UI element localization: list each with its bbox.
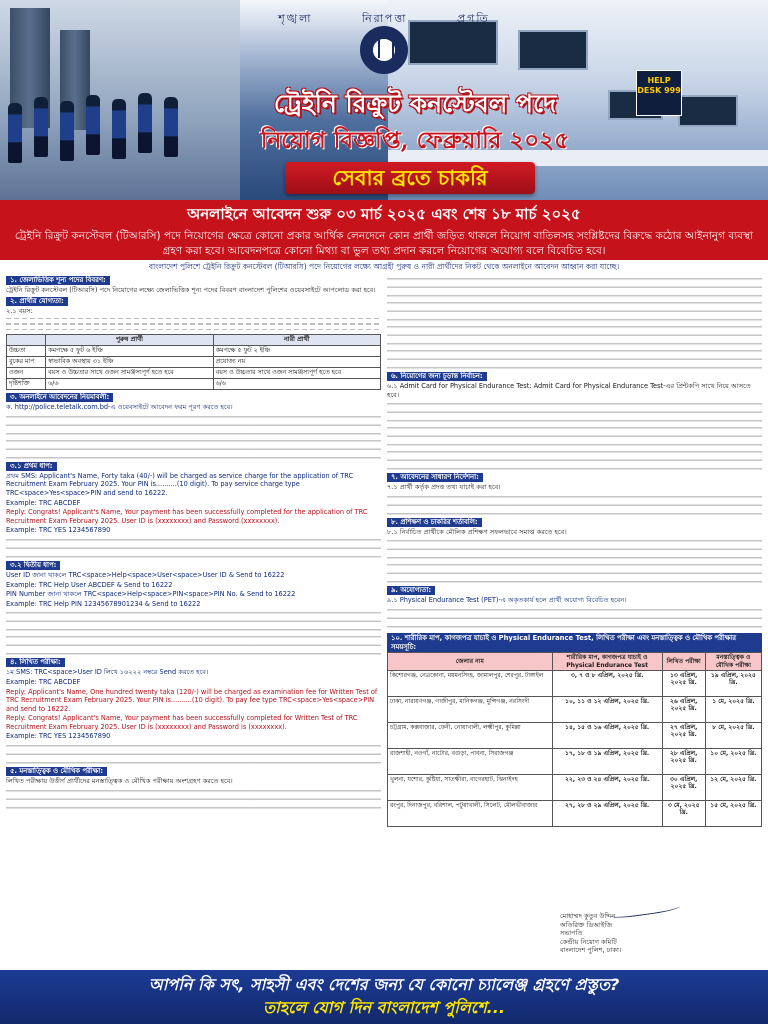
signature-block xyxy=(560,912,760,955)
table-row xyxy=(388,696,762,722)
text-block-placeholder xyxy=(387,299,762,323)
marcher xyxy=(164,97,178,157)
date-cell: ২৮ এপ্রিল, ২০২৫ খ্রি. xyxy=(662,748,705,774)
schedule-table xyxy=(387,652,762,827)
text-line-placeholder xyxy=(6,323,381,325)
date-cell: ১ মে, ২০২৫ খ্রি. xyxy=(705,696,761,722)
slogan-badge: সেবার ব্রতে চাকরি xyxy=(285,162,535,194)
page-title: ট্রেইনি রিক্রুট কনস্টেবল পদে xyxy=(273,89,557,118)
table-row xyxy=(388,670,762,696)
footer-banner xyxy=(0,970,768,1024)
date-cell: ১৯ এপ্রিল, ২০২৫ খ্রি. xyxy=(705,670,761,696)
marcher xyxy=(138,93,152,153)
sms-example: Example: TRC ABCDEF xyxy=(6,677,81,686)
table-cell: স্বাভাবিক অবস্থায় ৩১ ইঞ্চি xyxy=(46,357,213,368)
marcher xyxy=(112,99,126,159)
section-heading: ৫. মনস্তাত্ত্বিক ও মৌখিক পরীক্ষা: xyxy=(6,767,107,776)
table-cell: ওজন xyxy=(7,368,46,379)
district-cell: চট্টগ্রাম, কক্সবাজার, ফেনী, নোয়াখালী, লক্ষ্মীপুর, কুমিল্লা xyxy=(388,722,553,748)
district-cell: রংপুর, দিনাজপুর, বরিশাল, পটুয়াখালী, সিলেট, মৌলভীবাজার xyxy=(388,800,553,826)
monitor xyxy=(678,95,738,127)
table-cell: প্রযোজ্য নয় xyxy=(213,357,380,368)
text-line-placeholder xyxy=(6,318,381,320)
helpdesk-sign: HELP DESK 999 xyxy=(636,70,682,116)
table-header: নারী প্রার্থী xyxy=(213,335,380,346)
police-emblem-icon xyxy=(360,26,408,74)
text-block-placeholder xyxy=(387,275,762,299)
sms-instruction: PIN Number জানা থাকলে TRC<space>Help<space>PIN<space>PIN No. & Send to 16222 xyxy=(6,590,296,599)
section-heading: ৩. অনলাইনে আবেদনের নিয়মাবলী: xyxy=(6,393,113,402)
sms-example: Example: TRC YES 1234567890 xyxy=(6,732,111,741)
table-row xyxy=(7,357,381,368)
table-header: মনস্তাত্ত্বিক ও মৌখিক পরীক্ষা xyxy=(705,653,761,671)
text-block-placeholder xyxy=(387,424,762,448)
marcher xyxy=(34,97,48,157)
section-text: ৬.১ Admit Card for Physical Endurance Test: Admit Card for Physical Endurance Test-এর প্রিন্টকপি সাথে নিয়ে আসতে হবে। xyxy=(387,382,751,399)
section-heading: ৩.১ প্রথম ধাপ: xyxy=(6,462,57,471)
marcher xyxy=(60,101,74,161)
table-header: পুরুষ প্রার্থী xyxy=(46,335,213,346)
date-cell: ৩০ এপ্রিল, ২০২৫ খ্রি. xyxy=(662,774,705,800)
date-cell: ১৫ মে, ২০২৫ খ্রি. xyxy=(705,800,761,826)
application-dates-banner: অনলাইনে আবেদন শুরু ০৩ মার্চ ২০২৫ এবং শেষ ১৮ মার্চ ২০২৫ xyxy=(0,200,768,228)
table-cell: ৬/৬ xyxy=(46,379,213,390)
section-heading: ৬. নিয়োগের জন্য চূড়ান্ত নির্বাচন: xyxy=(387,372,487,381)
text-block-placeholder xyxy=(6,633,381,657)
left-column xyxy=(6,275,381,970)
footer-question: আপনি কি সৎ, সাহসী এবং দেশের জন্য যে কোনো চ্যালেঞ্জ গ্রহণে প্রস্তুত? xyxy=(148,975,620,994)
right-column xyxy=(387,275,762,970)
text-line-placeholder xyxy=(6,329,381,331)
table-row xyxy=(7,346,381,357)
section-text: ৮.১ নির্বাচিত প্রার্থীকে মৌলিক প্রশিক্ষণ সফলভাবে সমাপ্ত করতে হবে। xyxy=(387,527,567,536)
sms-reply: Reply: Applicant's Name, One hundred twenty taka (120/-) will be charged as examination fee for Written Test of TRC Recruitment Exam February 2025. Your PIN is..........(10 digit). To pay fee type TRC<space>Yes<space>PIN and send to 16222. xyxy=(6,687,378,713)
date-cell: ১৪, ১৫ ও ১৬ এপ্রিল, ২০২৫ খ্রি. xyxy=(552,722,662,748)
date-cell: ১৩ এপ্রিল, ২০২৫ খ্রি. xyxy=(662,670,705,696)
monitor xyxy=(518,30,588,70)
district-cell: রাজশাহী, নওগাঁ, নাটোর, বগুড়া, পাবনা, সিরাজগঞ্জ xyxy=(388,748,553,774)
date-cell: ২৭, ২৮ ও ২৯ এপ্রিল, ২০২৫ খ্রি. xyxy=(552,800,662,826)
motto-security: নিরাপত্তা xyxy=(361,12,408,25)
footer-call-to-action: তাহলে যোগ দিন বাংলাদেশ পুলিশে... xyxy=(263,998,505,1017)
sms-instruction: ১ম SMS: TRC<space>User ID লিখে ১৬২২২ নম্বরে Send করতে হবে। xyxy=(6,668,209,677)
sms-example: Example: TRC ABCDEF xyxy=(6,498,81,507)
section-text: ২.১ বয়স: xyxy=(6,306,33,315)
date-cell: ১২ মে, ২০২৫ খ্রি. xyxy=(705,774,761,800)
table-row xyxy=(388,774,762,800)
marching-police-image xyxy=(0,75,200,185)
table-cell: দৃষ্টিশক্তি xyxy=(7,379,46,390)
sms-reply: Reply: Congrats! Applicant's Name, Your payment has been successfully completed for Written Test of TRC Recruitment Exam February 2025. User ID is (xxxxxxxx) and Password is (xxxxxxxx). xyxy=(6,714,358,731)
section-heading: ১. জেলাভিত্তিক শূন্য পদের বিবরণ: xyxy=(6,276,110,285)
section-text: ক. http://police.teletalk.com.bd-এ ওয়েবসাইটে আবেদন ফরম পূরণ করতে হবে। xyxy=(6,403,233,412)
section-heading: ৩.২ দ্বিতীয় ধাপ: xyxy=(6,561,60,570)
table-cell: উচ্চতা xyxy=(7,346,46,357)
text-block-placeholder xyxy=(387,448,762,472)
date-cell: ২৬ এপ্রিল, ২০২৫ খ্রি. xyxy=(662,696,705,722)
sms-example: Example: TRC Help PIN 12345678901234 & Send to 16222 xyxy=(6,599,201,608)
section-text: ৯.১ Physical Endurance Test (PET)-এ অকৃতকার্য হলে প্রার্থী অযোগ্য বিবেচিত হবেন। xyxy=(387,596,627,605)
motto-discipline: শৃঙ্খলা xyxy=(278,12,313,25)
motto-progress: প্রগতি xyxy=(456,12,490,25)
sms-instruction: User ID জানা থাকলে TRC<space>Help<space>User<space>User ID & Send to 16222 xyxy=(6,570,285,579)
table-row xyxy=(7,368,381,379)
table-row xyxy=(388,748,762,774)
date-cell: ৮ মে, ২০২৫ খ্রি. xyxy=(705,722,761,748)
section-heading: ২. প্রার্থীর যোগ্যতা: xyxy=(6,297,68,306)
marcher xyxy=(86,95,100,155)
section-heading: ৯. অযোগ্যতা: xyxy=(387,586,435,595)
section-text: ট্রেইনি রিক্রুট কনস্টেবল (টিআরসি) পদে নিয়োগের লক্ষ্যে জেলাভিত্তিক শূন্য পদের বিবরণ বাংলাদেশ পুলিশের ওয়েবসাইটে আপলোড করা হবে। xyxy=(6,286,376,294)
intro-text: বাংলাদেশ পুলিশে ট্রেইনি রিক্রুট কনস্টেবল (টিআরসি) পদে নিয়োগের লক্ষ্যে আগ্রহী পুরুষ ও নারী প্রার্থীদের নিকট থেকে অনলাইনে আবেদন আহ্বান করা যাচ্ছে। xyxy=(148,262,620,271)
table-cell: বয়স ও উচ্চতার সাথে ওজন সামঞ্জস্যপূর্ণ হতে হবে xyxy=(46,368,213,379)
table-cell: কমপক্ষে ৫ ফুট ২ ইঞ্চি xyxy=(213,346,380,357)
text-block-placeholder xyxy=(387,606,762,630)
text-block-placeholder xyxy=(387,400,762,424)
table-row xyxy=(388,800,762,826)
date-cell: ২৭ এপ্রিল, ২০২৫ খ্রি. xyxy=(662,722,705,748)
qualification-table xyxy=(6,334,381,390)
section-heading: ৪. লিখিত পরীক্ষা: xyxy=(6,658,65,667)
table-cell: কমপক্ষে ৫ ফুট ৬ ইঞ্চি xyxy=(46,346,213,357)
district-cell: কিশোরগঞ্জ, নেত্রকোনা, ময়মনসিংহ, জামালপুর, শেরপুর, টাঙ্গাইল xyxy=(388,670,553,696)
table-row xyxy=(388,722,762,748)
table-row xyxy=(7,379,381,390)
text-block-placeholder xyxy=(387,561,762,585)
header-banner xyxy=(0,0,768,200)
text-block-placeholder xyxy=(6,536,381,560)
date-cell: ১০ মে, ২০২৫ খ্রি. xyxy=(705,748,761,774)
signatory-line: কেন্দ্রীয় নিয়োগ কমিটি xyxy=(560,937,617,946)
sms-example: Example: TRC YES 1234567890 xyxy=(6,526,111,535)
district-cell: ঢাকা, নারায়ণগঞ্জ, গাজীপুর, মানিকগঞ্জ, মুন্সিগঞ্জ, নরসিংদী xyxy=(388,696,553,722)
table-cell: ৬/৬ xyxy=(213,379,380,390)
table-cell: বুকের মাপ xyxy=(7,357,46,368)
signatory-line: সভাপতি xyxy=(560,929,583,937)
text-block-placeholder xyxy=(6,609,381,633)
text-block-placeholder xyxy=(6,742,381,766)
table-cell: বয়স ও উচ্চতার সাথে ওজন সামঞ্জস্যপূর্ণ হতে হবে xyxy=(213,368,380,379)
sms-instruction: প্রথম SMS: Applicant's Name, Forty taka (40/-) will be charged as service charge for the application of TRC Recruitment Exam February 2025. Your PIN is..........(10 digit). To pay service charge type TRC<space>Yes<space>PIN and send to 16222. xyxy=(6,471,354,497)
text-block-placeholder xyxy=(6,413,381,437)
signatory-name: মোহাম্মদ কুতুব উদ্দিন xyxy=(560,912,616,920)
date-cell: ৩, ৭ ও ৮ এপ্রিল, ২০২৫ খ্রি. xyxy=(552,670,662,696)
marcher xyxy=(8,103,22,163)
section-heading: ৭. আবেদনের সাধারণ নির্দেশনা: xyxy=(387,473,483,482)
text-block-placeholder xyxy=(387,347,762,371)
date-cell: ৩ মে, ২০২৫ খ্রি. xyxy=(662,800,705,826)
district-cell: খুলনা, যশোর, কুষ্টিয়া, সাতক্ষীরা, বাগেরহাট, ঝিনাইদহ xyxy=(388,774,553,800)
date-cell: ১৭, ১৮ ও ১৯ এপ্রিল, ২০২৫ খ্রি. xyxy=(552,748,662,774)
section-text: ৭.১ প্রার্থী কর্তৃক প্রদত্ত তথ্য যাচাই করা হবে। xyxy=(387,483,501,492)
schedule-table-title: ১০. শারীরিক মাপ, কাগজপত্র যাচাই ও Physical Endurance Test, লিখিত পরীক্ষা এবং মনস্তাত্ত্বিক ও মৌখিক পরীক্ষার সময়সূচি: xyxy=(387,633,762,652)
warning-notice: ট্রেইনি রিক্রুট কনস্টেবল (টিআরসি) পদে নিয়োগের ক্ষেত্রে কোনো প্রকার আর্থিক লেনদেনে কোন প্রার্থী জড়িত থাকলে নিয়োগ বাতিলসহ সংশ্লিষ্টদের বিরুদ্ধে কঠোর আইনানুগ ব্যবস্থা গ্রহণ করা হবে। আবেদনপত্রে কোনো মিথ্যা বা ভুল তথ্য প্রদান করলে নিয়োগের অযোগ্য বলে বিবেচিত হবে। xyxy=(0,228,768,260)
text-block-placeholder xyxy=(6,787,381,811)
table-header: লিখিত পরীক্ষা xyxy=(662,653,705,671)
text-block-placeholder xyxy=(387,323,762,347)
section-heading: ৮. প্রশিক্ষণ ও চাকরির শর্তাবলি: xyxy=(387,518,482,527)
signatory-line: বাংলাদেশ পুলিশ, ঢাকা। xyxy=(560,946,622,954)
sms-example: Example: TRC Help User ABCDEF & Send to 16222 xyxy=(6,580,173,589)
text-block-placeholder xyxy=(6,437,381,461)
table-header xyxy=(7,335,46,346)
text-block-placeholder xyxy=(387,537,762,561)
date-cell: ১০, ১১ ও ১২ এপ্রিল, ২০২৫ খ্রি. xyxy=(552,696,662,722)
text-block-placeholder xyxy=(387,493,762,517)
sms-reply: Reply: Congrats! Applicant's Name, Your payment has been successfully completed for the application of TRC Recruitment Exam February 2025. User ID is (xxxxxxxx) and Password (xxxxxxxx). xyxy=(6,508,368,525)
table-header: শারীরিক মাপ, কাগজপত্র যাচাই ও Physical Endurance Test xyxy=(552,653,662,671)
date-cell: ২২, ২৩ ও ২৪ এপ্রিল, ২০২৫ খ্রি. xyxy=(552,774,662,800)
signatory-line: অতিরিক্ত ডিআইজি xyxy=(560,920,613,929)
section-text: লিখিত পরীক্ষায় উত্তীর্ণ প্রার্থীদের মনস্তাত্ত্বিক ও মৌখিক পরীক্ষায় অংশগ্রহণ করতে হবে। xyxy=(6,777,233,786)
page-subtitle: নিয়োগ বিজ্ঞপ্তি, ফেব্রুয়ারি ২০২৫ xyxy=(260,127,570,154)
table-header: জেলার নাম xyxy=(388,653,553,671)
